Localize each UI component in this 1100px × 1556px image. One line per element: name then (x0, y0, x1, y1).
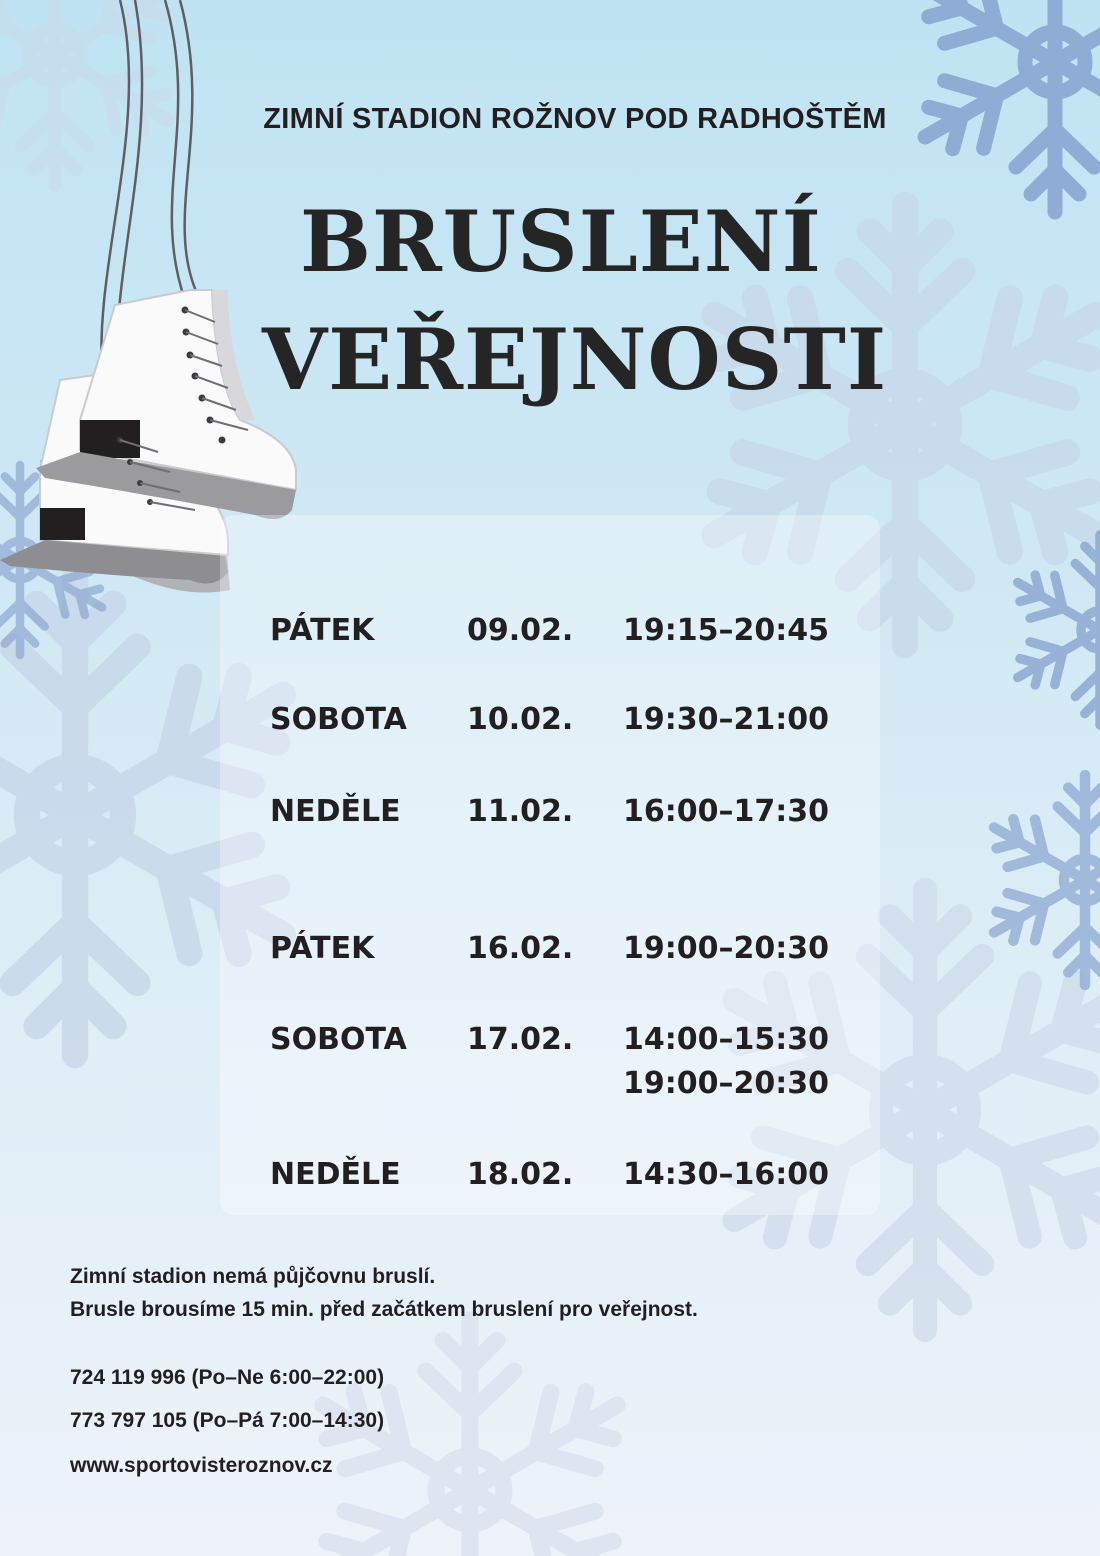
schedule-date: 16.02. (467, 931, 574, 966)
schedule-date: 10.02. (467, 702, 574, 737)
schedule-time: 14:30–16:00 (623, 1157, 829, 1192)
website-link[interactable]: www.sportovisteroznov.cz (70, 1454, 333, 1477)
snowflake-icon (980, 775, 1100, 985)
schedule-day: SOBOTA (270, 702, 407, 737)
snowflake-icon (0, 0, 184, 185)
schedule-time: 19:00–20:30 (623, 931, 829, 966)
schedule-time: 16:00–17:30 (623, 794, 829, 829)
ice-skates-icon (0, 0, 296, 593)
phone-1: 724 119 996 (Po–Ne 6:00–22:00) (70, 1366, 385, 1389)
schedule-date: 17.02. (467, 1022, 574, 1057)
note-no-rental: Zimní stadion nemá půjčovnu bruslí. (70, 1265, 436, 1288)
schedule-time: 19:30–21:00 (623, 702, 829, 737)
schedule-date: 11.02. (467, 794, 574, 829)
schedule-day: NEDĚLE (270, 794, 401, 829)
schedule-day: PÁTEK (270, 931, 375, 966)
title-line-1: BRUSLENÍ (300, 192, 822, 291)
schedule-time: 19:00–20:30 (623, 1066, 829, 1101)
note-sharpening: Brusle brousíme 15 min. před začátkem bruslení pro veřejnost. (70, 1298, 698, 1321)
title-line-2: VEŘEJNOSTI (262, 310, 888, 409)
venue-name: ZIMNÍ STADION ROŽNOV POD RADHOŠTĚM (263, 103, 887, 135)
phone-2: 773 797 105 (Po–Pá 7:00–14:30) (70, 1409, 385, 1432)
schedule-date: 18.02. (467, 1157, 574, 1192)
schedule-day: NEDĚLE (270, 1157, 401, 1192)
schedule-day: PÁTEK (270, 613, 375, 648)
schedule-time: 19:15–20:45 (623, 613, 829, 648)
schedule-date: 09.02. (467, 613, 574, 648)
snowflake-icon (301, 1320, 640, 1556)
schedule-day: SOBOTA (270, 1022, 407, 1057)
schedule-time: 14:00–15:30 (623, 1022, 829, 1057)
